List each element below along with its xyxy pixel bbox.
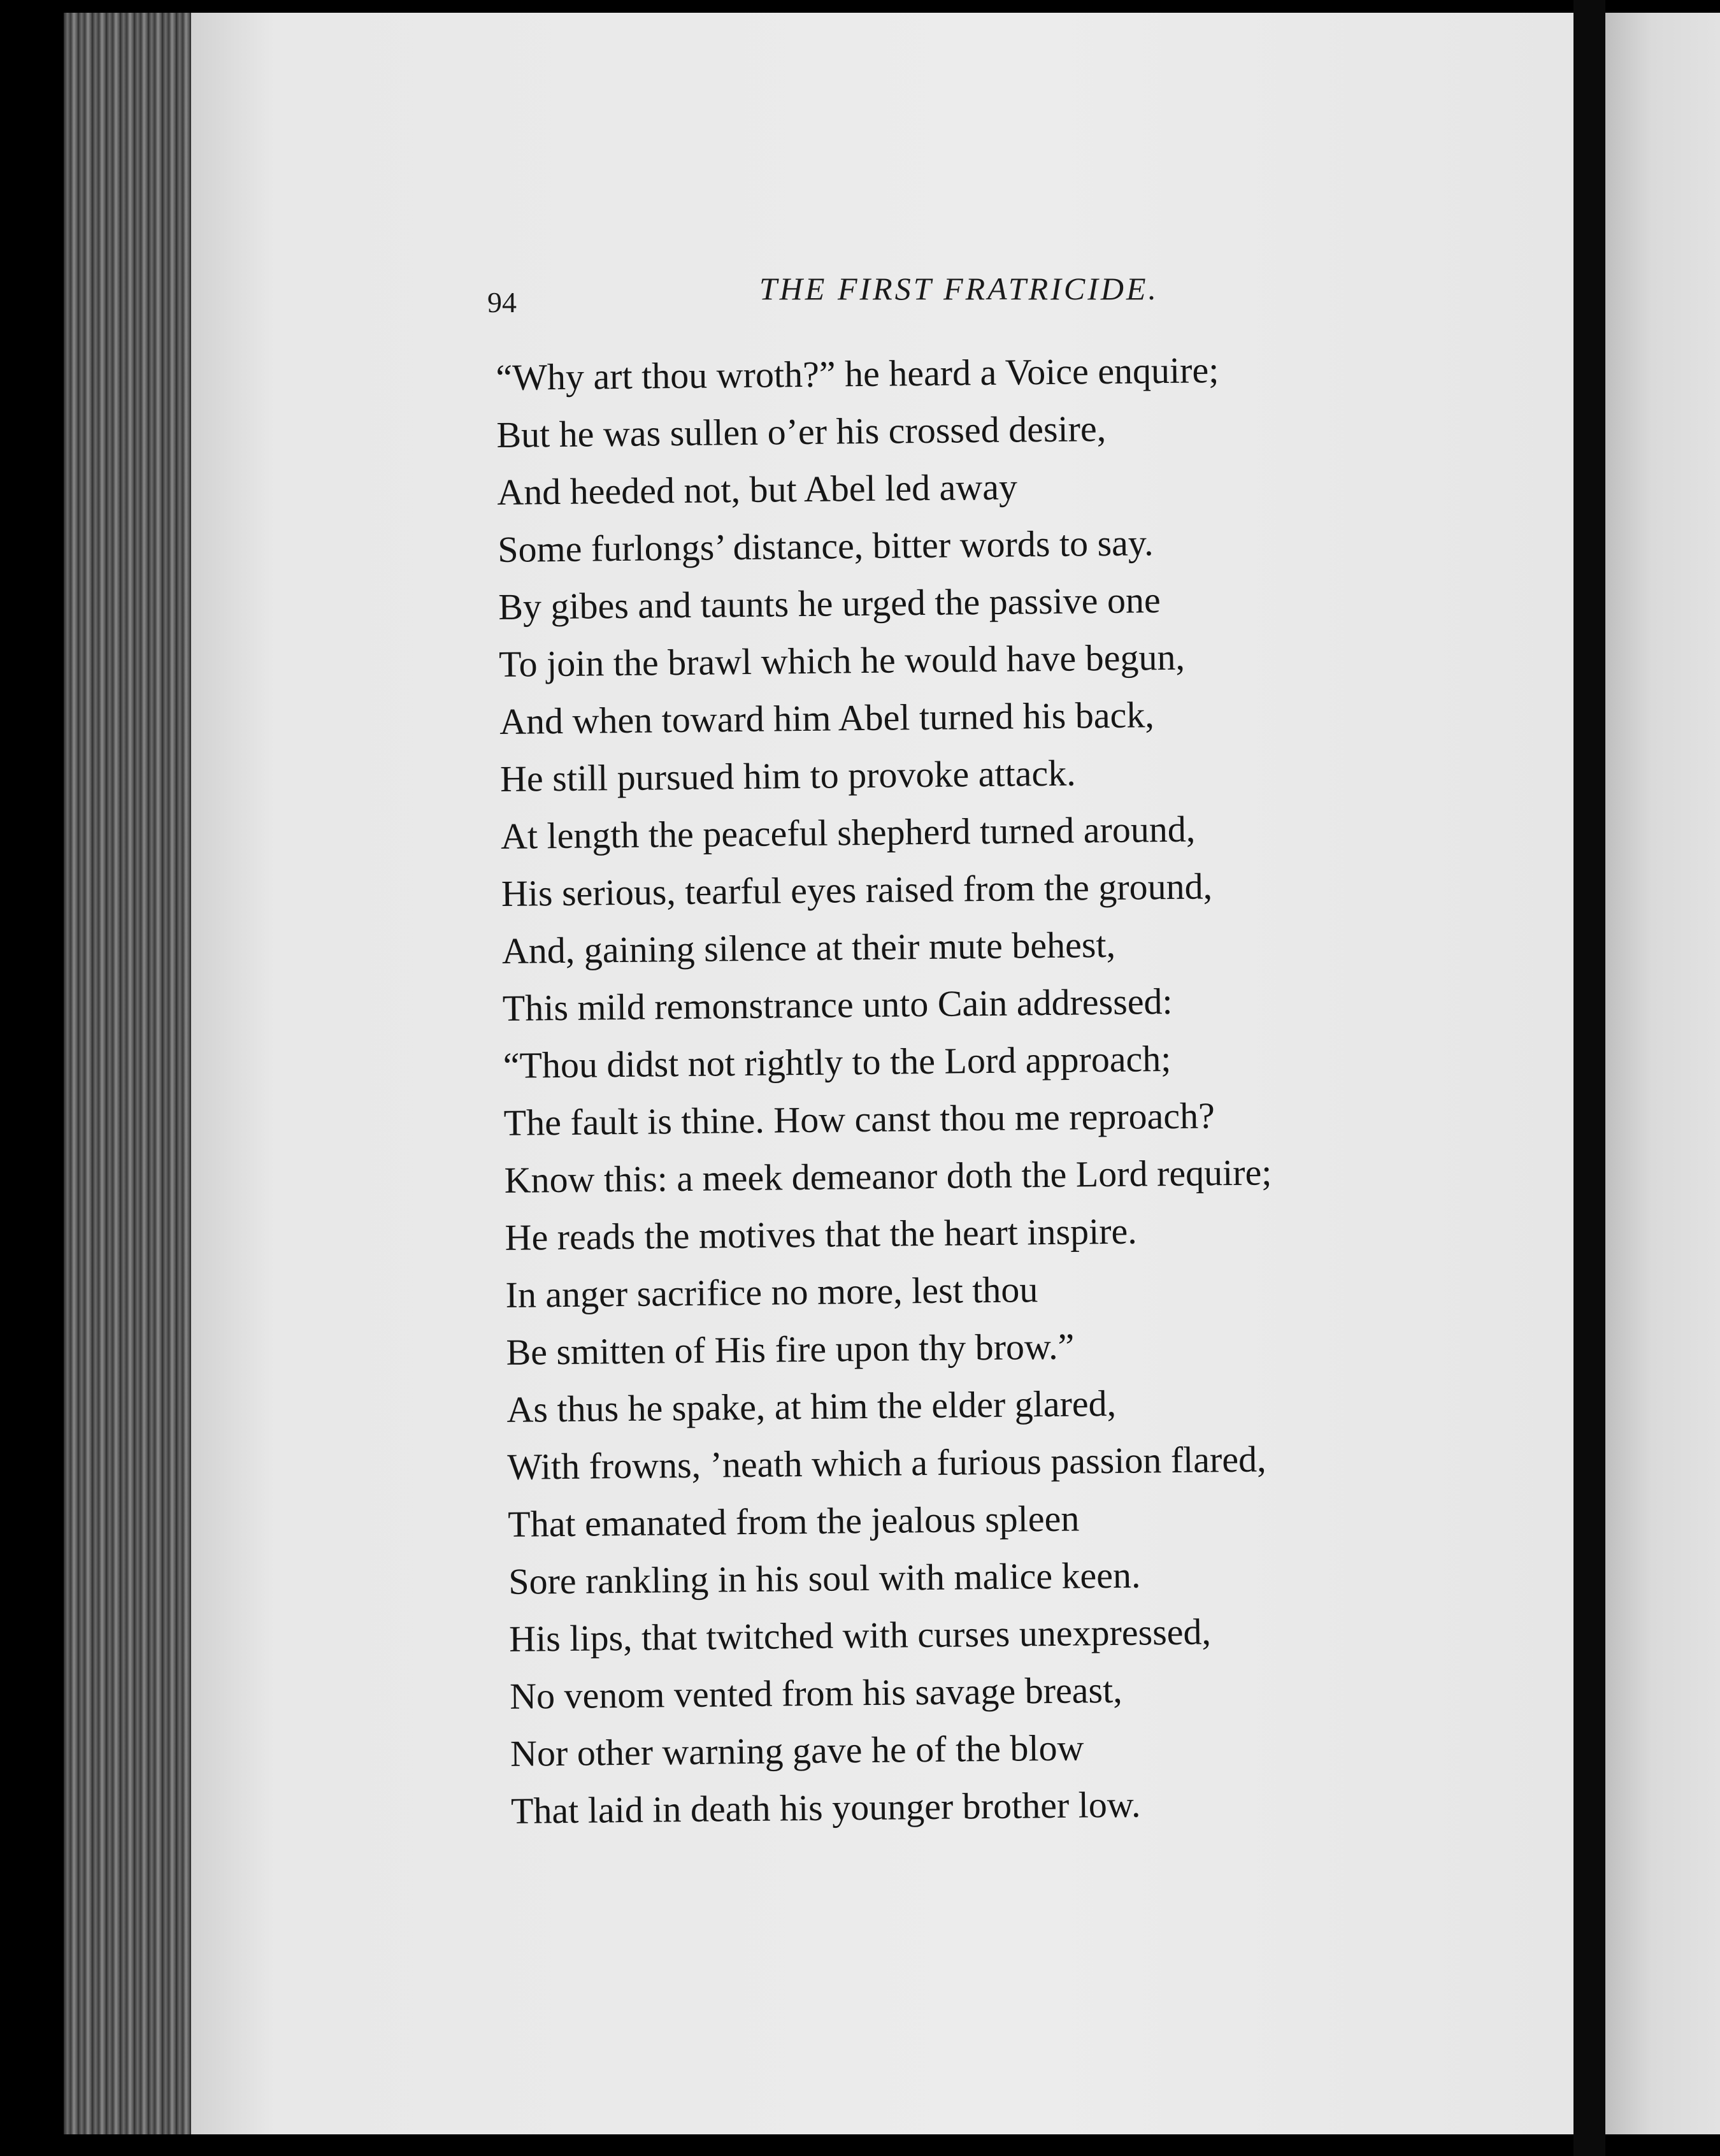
poem-line: “Thou didst not rightly to the Lord approach;	[503, 1037, 1172, 1086]
poem-line: By gibes and taunts he urged the passive one	[498, 579, 1161, 628]
poem-line: Be smitten of His fire upon thy brow.”	[506, 1325, 1075, 1373]
poem-line: And heeded not, but Abel led away	[497, 466, 1018, 513]
poem-line: His lips, that twitched with curses unexpressed,	[508, 1611, 1212, 1660]
poem-line: To join the brawl which he would have begun,	[498, 636, 1186, 685]
running-head: THE FIRST FRATRICIDE.	[759, 271, 1159, 306]
poem-line: That emanated from the jealous spleen	[507, 1497, 1080, 1545]
poem-line: His serious, tearful eyes raised from the ground,	[501, 865, 1213, 914]
poem-line: As thus he spake, at him the elder glared,	[506, 1382, 1117, 1430]
poem-text	[496, 339, 1505, 1840]
poem-line: “Why art thou wroth?” he heard a Voice enquire;	[496, 349, 1219, 398]
poem-line: Nor other warning gave he of the blow	[510, 1727, 1084, 1774]
poem-line: Sore rankling in his soul with malice keen.	[508, 1554, 1141, 1602]
poem-line: He reads the motives that the heart inspire.	[505, 1210, 1138, 1258]
poem-line: In anger sacrifice no more, lest thou	[505, 1268, 1038, 1316]
poem-line: The fault is thine. How canst thou me reproach?	[503, 1095, 1215, 1144]
poem-line: No venom vented from his savage breast,	[509, 1669, 1122, 1717]
poem-line: But he was sullen o’er his crossed desire,	[496, 407, 1107, 456]
poem-line: He still pursued him to provoke attack.	[499, 752, 1077, 800]
poem-line: That laid in death his younger brother low.	[510, 1783, 1141, 1832]
page-number: 94	[487, 286, 517, 319]
facing-page-edge	[1605, 13, 1720, 2134]
poem-line: Some furlongs’ distance, bitter words to say.	[497, 522, 1154, 570]
book-gutter	[1573, 0, 1605, 2156]
poem-line: And when toward him Abel turned his back,	[499, 694, 1155, 742]
page-edges	[64, 13, 210, 2134]
poem-line: With frowns, ’neath which a furious passion flared,	[507, 1438, 1266, 1488]
poem-line: And, gaining silence at their mute behest,	[501, 923, 1116, 972]
poem-line: At length the peaceful shepherd turned around,	[500, 808, 1196, 857]
poem-line: Know this: a meek demeanor doth the Lord require;	[504, 1151, 1272, 1201]
poem-line: This mild remonstrance unto Cain addressed:	[502, 980, 1173, 1029]
